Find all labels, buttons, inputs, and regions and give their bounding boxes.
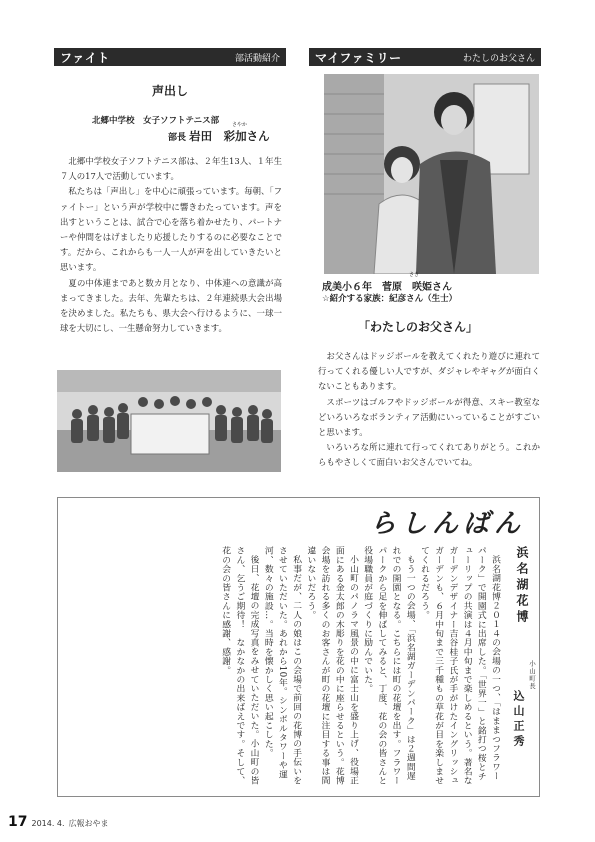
left-article-body xyxy=(60,154,282,336)
caption-name-ruby: さき xyxy=(409,272,420,278)
school-club-label: 北郷中学校 女子ソフトテニス部 xyxy=(92,116,220,126)
column-paragraph: 小山町のパノラマ風景の中に富士山を盛り上げ、役場正面にある金太郎の木彫りを花の中に座らせるという。花博会場を訪れる多くのお客さんが町の花壇に注目する事は間違いないだろう。 xyxy=(305,546,358,786)
right-paragraph: お父さんはドッジボールを教えてくれたり遊びに連れて行ってくれる優しい人ですが、ダジャレやギャグが面白くないこともあります。 xyxy=(318,351,540,392)
photo-caption-family: ☆紹介する家族：紀彦さん（生士） xyxy=(322,294,458,304)
right-paragraph: いろいろな所に連れて行ってくれてありがとう。これからもやさしくて面白いお父さんでいてね。 xyxy=(318,442,540,468)
right-paragraph: スポーツはゴルフやドッジボールが得意、スキー教室などいろいろなボランティア活動にいっていることがすごいと思います。 xyxy=(318,396,540,438)
captain-role: 部長 xyxy=(168,133,187,143)
team-photo xyxy=(57,370,281,472)
column-paragraph: 私事だが、二人の娘はこの会場で前回の花博の手伝いをさせていただいた。あれから10年。シンボルタワーや運河、数々の施設…。当時を懐かしく思い起こした。 xyxy=(262,546,302,785)
publication-name: 広報おやま xyxy=(68,819,109,828)
column-author: 込山正秀 xyxy=(512,690,525,750)
left-section-subtitle: 部活動紹介 xyxy=(234,53,280,64)
photo-caption-name: 成美小６年 菅原 咲姫さん xyxy=(322,282,452,293)
right-section-title: マイファミリー xyxy=(315,50,402,65)
left-section-header-bar xyxy=(54,48,286,66)
page-number: 17 xyxy=(8,814,28,830)
column-paragraph: 浜名湖花博２０１４の会場の一つ、「はままつフラワーパーク」で開園式に出席した。「世界一」と銘打つ桜とチューリップの共演は４月中旬まで楽しめるという。著名なガーデンデザイナー吉谷桂子氏が手がけたイングリッシュガーデンも、６月中旬まで三千種もの草花が目を楽しませてくれるだろう。 xyxy=(418,546,500,786)
column-author-role: 小山町長 xyxy=(528,660,536,690)
captain-byline xyxy=(168,128,270,144)
page-footer xyxy=(8,814,109,830)
left-paragraph: 北郷中学校女子ソフトテニス部は、２年生13人、１年生７人の17人で活動しています。 xyxy=(60,156,282,182)
column-logo: らしんばん xyxy=(370,509,526,539)
column-body xyxy=(62,546,502,789)
right-essay-body xyxy=(318,349,540,471)
family-photo xyxy=(324,74,539,274)
column-paragraph: 後日、花壇の完成写真をみせていただいた。小山町の皆さん、乞うご期待！ なかなかの出来ばえです。そして、花の会の皆さんに感謝、感謝。 xyxy=(220,546,259,786)
left-paragraph: 私たちは「声出し」を中心に頑張っています。毎朝、「ファイトー」という声が学校中に響きわたっています。声を出すということは、試合で心を落ち着かせたり、パートナーや仲間をはげましたり応援したりするのに必要なことです。だから、これからも一人一人が声を出していきたいと思います。 xyxy=(60,186,282,273)
captain-name: 岩田 彩加さん xyxy=(189,129,270,143)
left-section-title: ファイト xyxy=(60,50,110,65)
right-section-header-bar xyxy=(309,48,541,66)
article-heading: 声出し xyxy=(151,84,188,98)
right-section-subtitle: わたしのお父さん xyxy=(462,53,535,64)
column-paragraph: もう一つの会場、「浜名湖ガーデンパーク」は２週間遅れでの開園となる。こちらには町の花壇を出す。フラワーパークから足を伸ばしてみると、丁度、花の会の皆さんと役場職員が庭づくりに励んでいた。 xyxy=(362,546,415,786)
essay-title: 「わたしのお父さん」 xyxy=(358,320,479,334)
captain-name-ruby: さやか xyxy=(232,122,248,128)
column-title: 浜名湖花博 xyxy=(515,546,529,626)
left-paragraph: 夏の中体連まであと数カ月となり、中体連への意識が高まってきました。去年、先輩たちは、２年連続県大会出場を決めました。私たちも、県大会へ行けるように、一球一球を大切にし、一生懸命努力していきます。 xyxy=(60,277,282,334)
issue-date: 2014. 4. xyxy=(31,819,65,828)
